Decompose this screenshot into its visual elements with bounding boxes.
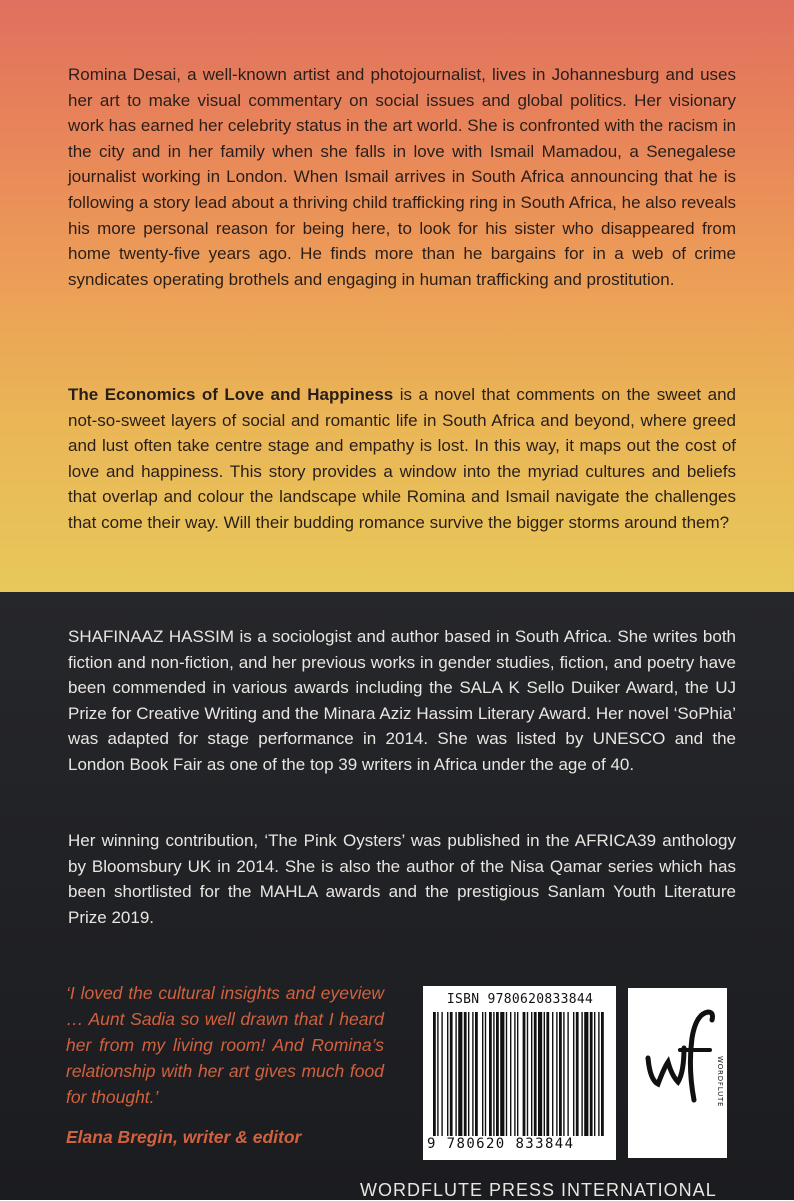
endorsement-attribution: Elana Bregin, writer & editor <box>66 1127 302 1147</box>
barcode-bar <box>598 1012 599 1136</box>
barcode-bar <box>573 1012 574 1136</box>
barcode-bar <box>464 1012 467 1136</box>
barcode-bar <box>563 1012 564 1136</box>
publisher-logo <box>628 988 727 1158</box>
blurb-paragraph-2 <box>68 382 736 536</box>
logo-vertical-text: WORDFLUTE <box>716 1056 724 1108</box>
barcode-bar <box>523 1012 526 1136</box>
barcode-bar <box>552 1012 553 1136</box>
barcode-bar <box>455 1012 456 1136</box>
blurb-paragraph-2-text: is a novel that comments on the sweet and not-so-sweet layers of social and romantic life in South Africa and beyond, where greed and lust often take centre stage and empathy is lost. In this way, it maps out the cost of love and happiness. This story provides a window into the myriad cultures and beliefs that overlap and colour the landscape while Romina and Ismail navigate the challenges that come their way. Will their budding romance survive the bigger storms around them? <box>68 385 736 532</box>
barcode-bar <box>500 1012 504 1136</box>
barcode-bar <box>506 1012 507 1136</box>
endorsement-quote: ‘I loved the cultural insights and eyeview … Aunt Sadia so well drawn that I heard her from my living room! And Romina’s relationship with her art gives much food for thought.’ <box>66 983 384 1107</box>
barcode-bar <box>527 1012 528 1136</box>
author-bio-paragraph-1: SHAFINAAZ HASSIM is a sociologist and author based in South Africa. She writes both fiction and non-fiction, and her previous works in gender studies, fiction, and poetry have been commended in various awards including the SALA K Sello Duiker Award, the UJ Prize for Creative Writing and the Minara Aziz Hassim Literary Award. Her novel ‘SoPhia’ was adapted for stage performance in 2014. She was listed by UNESCO and the London Book Fair as one of the top 39 writers in Africa under the age of 40. <box>68 627 736 774</box>
barcode-bar <box>538 1012 542 1136</box>
barcode-bar <box>559 1012 562 1136</box>
barcode-bar <box>447 1012 448 1136</box>
barcode-bars <box>433 1012 605 1136</box>
barcode-bar <box>510 1012 511 1136</box>
barcode-bar <box>534 1012 537 1136</box>
barcode-bar <box>433 1012 436 1136</box>
publisher-name: WORDFLUTE PRESS INTERNATIONAL <box>360 1180 717 1200</box>
barcode-bar <box>441 1012 442 1136</box>
barcode-bar <box>556 1012 557 1136</box>
barcode-bar <box>475 1012 478 1136</box>
barcode-bar <box>493 1012 494 1136</box>
barcode-bar <box>485 1012 486 1136</box>
barcode-bar <box>576 1012 579 1136</box>
barcode-bar <box>531 1012 532 1136</box>
isbn-label: ISBN 9780620833844 <box>446 992 594 1007</box>
author-bio-paragraph-2: Her winning contribution, ‘The Pink Oysters’ was published in the AFRICA39 anthology by Bloomsbury UK in 2014. She is also the author of the Nisa Qamar series which has been shortlisted for the MAHLA awards and the prestigious Sanlam Youth Literature Prize 2019. <box>68 831 736 927</box>
barcode-bar <box>546 1012 549 1136</box>
barcode-bar <box>517 1012 518 1136</box>
barcode-bar <box>581 1012 582 1136</box>
barcode-digits: 9 780620 833844 <box>427 1136 575 1152</box>
barcode-bar <box>472 1012 473 1136</box>
barcode-bar <box>437 1012 438 1136</box>
book-title: The Economics of Love and Happiness <box>68 385 394 404</box>
barcode-bar <box>458 1012 462 1136</box>
barcode-bar <box>489 1012 492 1136</box>
isbn-barcode <box>423 986 616 1160</box>
barcode-bar <box>544 1012 545 1136</box>
barcode-bar <box>567 1012 568 1136</box>
barcode-bar <box>601 1012 604 1136</box>
barcode-bar <box>468 1012 469 1136</box>
blurb-paragraph-1: Romina Desai, a well-known artist and photojournalist, lives in Johannesburg and uses her art to make visual commentary on social issues and global politics. Her visionary work has earned her celebrity status in the art world. She is confronted with the racism in the city and in her family when she falls in love with Ismail Mamadou, a Senegalese journalist working in London. When Ismail arrives in South Africa announcing that he is following a story lead about a thriving child trafficking ring in South Africa, he also reveals his more personal reason for being here, to look for his sister who disappeared from home twenty-five years ago. He finds more than he bargains for in a web of crime syndicates operating brothels and engaging in human trafficking and prostitution. <box>68 65 736 289</box>
barcode-bar <box>496 1012 499 1136</box>
barcode-bar <box>514 1012 515 1136</box>
barcode-bar <box>482 1012 483 1136</box>
barcode-bar <box>450 1012 453 1136</box>
barcode-bar <box>584 1012 588 1136</box>
barcode-bar <box>594 1012 595 1136</box>
wordflute-logo-icon <box>628 988 727 1158</box>
barcode-bar <box>590 1012 593 1136</box>
